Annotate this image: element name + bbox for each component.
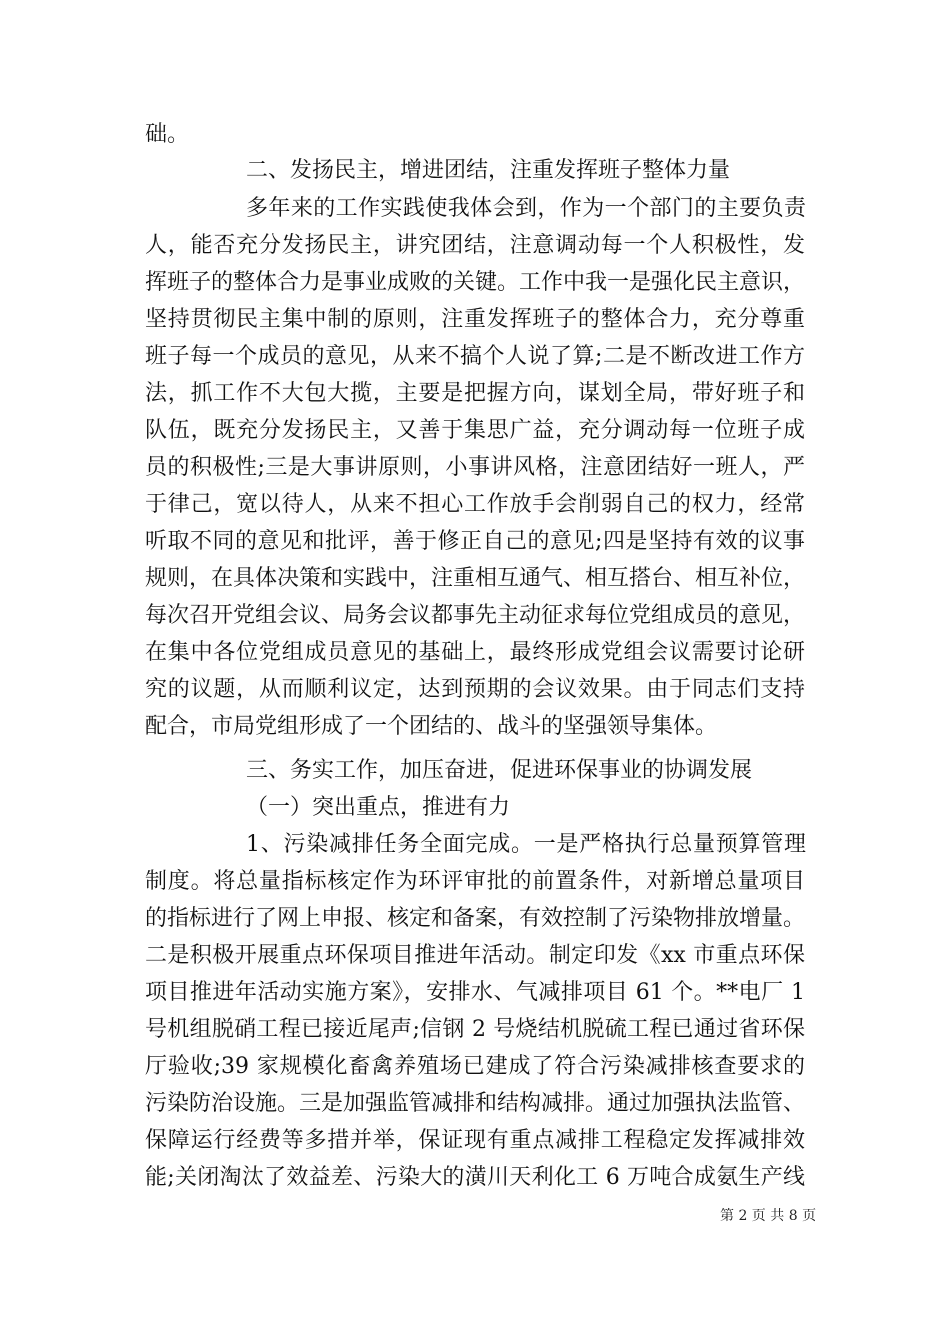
page-number-footer: 第 2 页 共 8 页 xyxy=(720,1208,817,1224)
paragraph-line: 挥班子的整体合力是事业成败的关键。工作中我一是强化民主意识， xyxy=(145,270,805,295)
paragraph-line: 坚持贯彻民主集中制的原则，注重发挥班子的整体合力，充分尊重 xyxy=(145,307,805,332)
paragraph-line: 每次召开党组会议、局务会议都事先主动征求每位党组成员的意见， xyxy=(145,603,805,628)
paragraph-line: 配合，市局党组形成了一个团结的、战斗的坚强领导集体。 xyxy=(145,714,718,739)
paragraph-line: 保障运行经费等多措并举，保证现有重点减排工程稳定发挥减排效 xyxy=(145,1128,805,1153)
paragraph-line: 班子每一个成员的意见，从来不搞个人说了算;二是不断改进工作方 xyxy=(145,344,805,369)
paragraph-line: 听取不同的意见和批评，善于修正自己的意见;四是坚持有效的议事 xyxy=(145,529,805,554)
paragraph-line: 规则，在具体决策和实践中，注重相互通气、相互搭台、相互补位， xyxy=(145,566,805,591)
section-heading-2: 二、发扬民主，增进团结，注重发挥班子整体力量 xyxy=(246,158,731,183)
paragraph-line: 厅验收;39 家规模化畜禽养殖场已建成了符合污染减排核查要求的 xyxy=(145,1054,805,1079)
paragraph-line: 于律己，宽以待人，从来不担心工作放手会削弱自己的权力，经常 xyxy=(145,492,805,517)
subsection-heading-1: （一）突出重点，推进有力 xyxy=(246,795,511,820)
paragraph-line: 制度。将总量指标核定作为环评审批的前置条件，对新增总量项目 xyxy=(145,869,805,894)
paragraph-line: 多年来的工作实践使我体会到，作为一个部门的主要负责 xyxy=(246,196,806,221)
paragraph-line: 究的议题，从而顺利议定，达到预期的会议效果。由于同志们支持 xyxy=(145,677,805,702)
paragraph-line: 能;关闭淘汰了效益差、污染大的潢川天利化工 6 万吨合成氨生产线 xyxy=(145,1165,805,1190)
paragraph-line: 员的积极性;三是大事讲原则，小事讲风格，注意团结好一班人，严 xyxy=(145,455,805,480)
paragraph-line: 人，能否充分发扬民主，讲究团结，注意调动每一个人积极性，发 xyxy=(145,233,805,258)
paragraph-line: 二是积极开展重点环保项目推进年活动。制定印发《xx 市重点环保 xyxy=(145,943,805,968)
paragraph-line: 础。 xyxy=(145,122,190,147)
paragraph-line: 法，抓工作不大包大揽，主要是把握方向，谋划全局，带好班子和 xyxy=(145,381,805,406)
paragraph-line: 号机组脱硝工程已接近尾声;信钢 2 号烧结机脱硫工程已通过省环保 xyxy=(145,1017,805,1042)
paragraph-line: 1、污染减排任务全面完成。一是严格执行总量预算管理 xyxy=(246,832,806,857)
paragraph-line: 污染防治设施。三是加强监管减排和结构减排。通过加强执法监管、 xyxy=(145,1091,805,1116)
paragraph-line: 的指标进行了网上申报、核定和备案，有效控制了污染物排放增量。 xyxy=(145,906,805,931)
paragraph-line: 队伍，既充分发扬民主，又善于集思广益，充分调动每一位班子成 xyxy=(145,418,805,443)
paragraph-line: 在集中各位党组成员意见的基础上，最终形成党组会议需要讨论研 xyxy=(145,640,805,665)
section-heading-3: 三、务实工作，加压奋进，促进环保事业的协调发展 xyxy=(246,758,753,783)
paragraph-line: 项目推进年活动实施方案》，安排水、气减排项目 61 个。**电厂 1 xyxy=(145,980,805,1005)
